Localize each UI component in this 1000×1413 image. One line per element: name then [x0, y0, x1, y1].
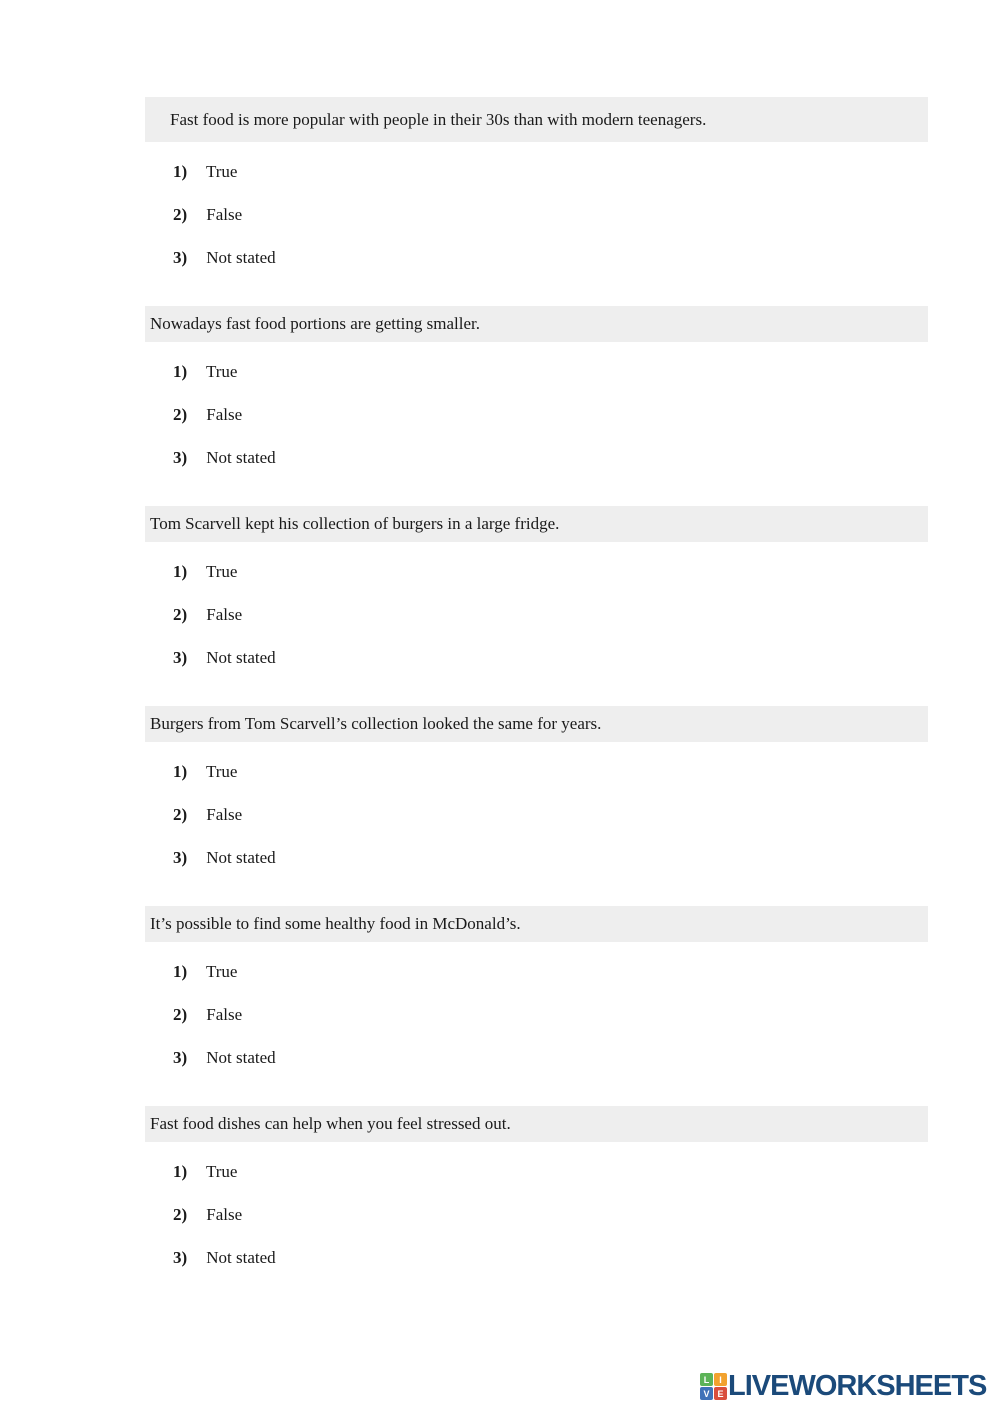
answer-option[interactable]: [145, 962, 928, 982]
option-number: 1): [173, 162, 188, 181]
question-statement: Fast food dishes can help when you feel stressed out.: [145, 1106, 928, 1142]
option-label: Not stated: [206, 448, 276, 467]
question-block: [145, 506, 928, 668]
option-number: 3): [173, 1248, 188, 1267]
question-statement: Burgers from Tom Scarvell’s collection looked the same for years.: [145, 706, 928, 742]
answer-option[interactable]: [145, 605, 928, 625]
answer-option[interactable]: [145, 405, 928, 425]
option-label: Not stated: [206, 848, 276, 867]
answer-option[interactable]: [145, 1205, 928, 1225]
logo-square: V: [700, 1387, 713, 1400]
options-list: [145, 362, 928, 468]
options-list: [145, 962, 928, 1068]
option-label: Not stated: [206, 1048, 276, 1067]
options-list: [145, 1162, 928, 1268]
answer-option[interactable]: [145, 1048, 928, 1068]
answer-option[interactable]: [145, 248, 928, 268]
option-number: 3): [173, 1048, 188, 1067]
option-number: 1): [173, 562, 188, 581]
option-number: 2): [173, 605, 188, 624]
option-number: 1): [173, 1162, 188, 1181]
questions: [145, 97, 928, 1268]
option-label: True: [205, 1162, 238, 1181]
logo-square: E: [714, 1387, 727, 1400]
option-number: 3): [173, 648, 188, 667]
option-number: 2): [173, 405, 188, 424]
answer-option[interactable]: [145, 648, 928, 668]
option-label: False: [206, 605, 243, 624]
question-block: [145, 306, 928, 468]
option-label: False: [206, 805, 243, 824]
options-list: [145, 562, 928, 668]
liveworksheets-grid-icon: [700, 1373, 727, 1400]
option-label: False: [206, 405, 243, 424]
question-statement: It’s possible to find some healthy food in McDonald’s.: [145, 906, 928, 942]
option-number: 3): [173, 248, 188, 267]
question-block: [145, 1106, 928, 1268]
answer-option[interactable]: [145, 848, 928, 868]
option-number: 1): [173, 762, 188, 781]
answer-option[interactable]: [145, 205, 928, 225]
option-label: True: [205, 562, 238, 581]
question-block: [145, 706, 928, 868]
options-list: [145, 162, 928, 268]
option-number: 1): [173, 362, 188, 381]
option-number: 2): [173, 205, 188, 224]
answer-option[interactable]: [145, 762, 928, 782]
option-label: True: [205, 162, 238, 181]
option-label: Not stated: [206, 648, 276, 667]
option-label: False: [206, 1005, 243, 1024]
answer-option[interactable]: [145, 805, 928, 825]
liveworksheets-logo[interactable]: [700, 1370, 987, 1402]
option-number: 2): [173, 1005, 188, 1024]
logo-square: I: [714, 1373, 727, 1386]
logo-square: L: [700, 1373, 713, 1386]
answer-option[interactable]: [145, 562, 928, 582]
answer-option[interactable]: [145, 1005, 928, 1025]
answer-option[interactable]: [145, 1248, 928, 1268]
question-block: [145, 97, 928, 268]
answer-option[interactable]: [145, 1162, 928, 1182]
answer-option[interactable]: [145, 448, 928, 468]
option-number: 2): [173, 1205, 188, 1224]
question-statement: Fast food is more popular with people in their 30s than with modern teenagers.: [145, 97, 928, 142]
option-number: 3): [173, 448, 188, 467]
question-statement: Nowadays fast food portions are getting smaller.: [145, 306, 928, 342]
question-statement: Tom Scarvell kept his collection of burgers in a large fridge.: [145, 506, 928, 542]
brand-wordmark: LIVEWORKSHEETS: [728, 1370, 987, 1402]
option-label: Not stated: [206, 248, 276, 267]
answer-option[interactable]: [145, 162, 928, 182]
option-number: 3): [173, 848, 188, 867]
option-number: 2): [173, 805, 188, 824]
option-label: True: [205, 962, 238, 981]
option-number: 1): [173, 962, 188, 981]
options-list: [145, 762, 928, 868]
option-label: True: [205, 362, 238, 381]
option-label: Not stated: [206, 1248, 276, 1267]
answer-option[interactable]: [145, 362, 928, 382]
option-label: False: [206, 1205, 243, 1224]
question-block: [145, 906, 928, 1068]
option-label: False: [206, 205, 243, 224]
option-label: True: [205, 762, 238, 781]
